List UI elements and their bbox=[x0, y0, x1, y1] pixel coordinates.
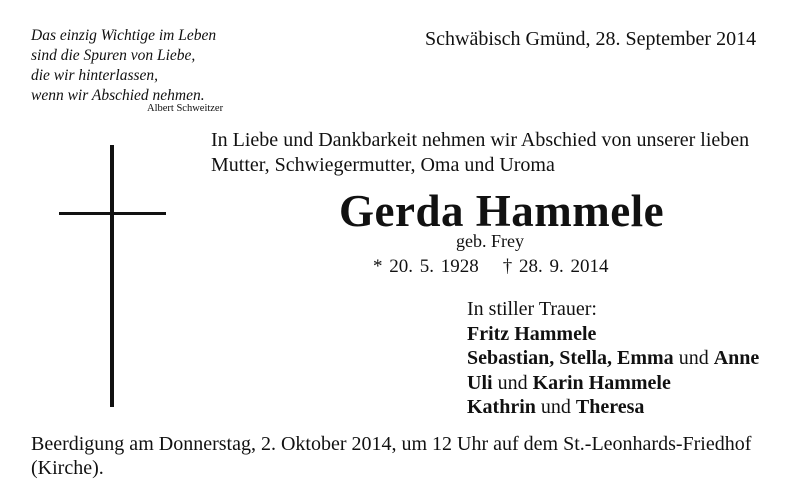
quote-line-3: die wir hinterlassen, bbox=[31, 67, 159, 84]
place-date: Schwäbisch Gmünd, 28. September 2014 bbox=[425, 28, 757, 50]
life-dates bbox=[373, 256, 609, 278]
mourner-name: Anne bbox=[713, 347, 760, 369]
cross-icon-vertical bbox=[110, 145, 114, 407]
maiden-name: geb. Frey bbox=[456, 231, 524, 251]
deceased-name: Gerda Hammele bbox=[339, 186, 665, 236]
quote-line-4: wenn wir Abschied nehmen. bbox=[31, 87, 205, 104]
cross-icon-horizontal bbox=[59, 212, 166, 215]
mourner-names: Sebastian, Stella, Emma bbox=[467, 347, 674, 369]
mourner-conjunction: und bbox=[540, 396, 571, 418]
mourner-name: Karin Hammele bbox=[532, 371, 671, 394]
mourner-line-4 bbox=[467, 395, 759, 420]
quote-line-2: sind die Spuren von Liebe, bbox=[31, 47, 196, 64]
intro-line-2: Mutter, Schwiegermutter, Oma und Uroma bbox=[211, 154, 555, 176]
mourner-line-1 bbox=[467, 322, 759, 347]
mourner-conjunction: und bbox=[497, 371, 528, 394]
mourner-name: Kathrin bbox=[467, 396, 536, 418]
mourner-name: Fritz Hammele bbox=[467, 322, 597, 345]
mourner-name: Uli bbox=[467, 371, 493, 394]
birth-date: * 20. 5. 1928 bbox=[373, 256, 479, 277]
quote-line-1: Das einzig Wichtige im Leben bbox=[31, 27, 217, 44]
mourners-heading: In stiller Trauer: bbox=[467, 298, 597, 320]
funeral-info bbox=[31, 432, 751, 480]
mourner-name: Theresa bbox=[575, 396, 645, 418]
quote-author: Albert Schweitzer bbox=[147, 103, 224, 114]
quote-block bbox=[31, 26, 216, 106]
mourner-line-2 bbox=[467, 346, 759, 371]
funeral-line-2: (Kirche). bbox=[31, 457, 104, 479]
intro-line-1: In Liebe und Dankbarkeit nehmen wir Abschied von unserer lieben bbox=[211, 129, 750, 151]
mourners-block bbox=[467, 297, 759, 420]
mourner-line-3 bbox=[467, 371, 759, 396]
intro-text bbox=[211, 128, 749, 178]
death-date: † 28. 9. 2014 bbox=[502, 256, 609, 277]
funeral-line-1: Beerdigung am Donnerstag, 2. Oktober 2014, um 12 Uhr auf dem St.-Leonhards-Friedhof bbox=[31, 433, 752, 455]
mourner-conjunction: und bbox=[678, 347, 709, 369]
